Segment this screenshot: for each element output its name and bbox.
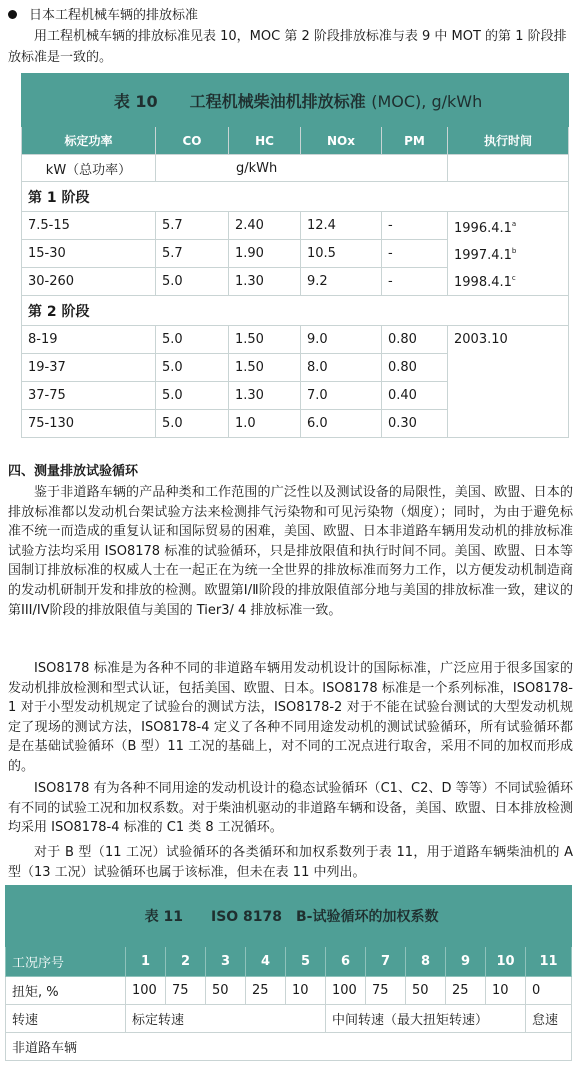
body-paragraph-3: ISO8178 有为各种不同用途的发动机设计的稳态试验循环（C1、C2、D 等等）不同试验循环有不同的试验工况和加权系数。对于柴油机驱动的非道路车辆和设备，美国、欧盟、日本排放检测均采用 ISO8178-4 标准的 C1 类 8 工况循环。 [8,781,573,836]
speed-intermediate: 中间转速（最大扭矩转速） [326,1005,526,1033]
table-11-offroad-row [6,1033,572,1061]
torque-label: 扭矩, % [6,977,126,1005]
stage-2-date: 2003.10 [448,326,569,438]
bullet-heading [8,6,573,26]
table-11-title: 表 11 ISO 8178 B-试验循环的加权系数 [6,886,572,947]
col-header-power: 标定功率 [22,127,156,155]
bullet-heading-text: 日本工程机械车辆的排放标准 [29,8,199,23]
stage-1-dates: 1996.4.1$^a$ 1997.4.1$^b$ 1998.4.1$^c$ [448,212,569,296]
stage-1-row [22,182,569,212]
body-paragraph-4: 对于 B 型（11 工况）试验循环的各类循环和加权系数列于表 11，用于道路车辆柴油机的 A 型（13 工况）试验循环也属于该标准，但未在表 11 中列出。 [8,845,573,880]
table-row: 19-37 5.0 1.50 8.0 0.80 [22,354,569,382]
col-header-nox: NOx [301,127,382,155]
table-11-torque-row: 扭矩, % 100 75 50 25 10 100 75 50 25 10 0 [6,977,572,1005]
stage-2-row [22,296,569,326]
power-unit-cell: kW（总功率） [22,155,156,182]
speed-label: 转速 [6,1005,126,1033]
table-row: 7.5-15 5.7 2.40 12.4 - 1996.4.1$^a$ 1997.4.1$^b$ 1998.4.1$^c$ [22,212,569,240]
body-paragraph-1: 鉴于非道路车辆的产品种类和工作范围的广泛性以及测试设备的局限性，美国、欧盟、日本的排放标准都以发动机台架试验方法来检测排气污染物和可见污染物（烟度）；同时，为由于避免标准不统一而造成的重复认证和国际贸易的困难，美国、欧盟、日本非道路车辆用发动机的排放标准试验方法均采用 ISO8178 标准的试验循环，只是排放限值和执行时间不同。美国、欧盟、日本等国制订排放标准的权威人士在一起正在为统一全世界的排放标准而努力工作，以方便发动机制造商的发动机研制开发和排放的检测。欧盟第Ⅰ/Ⅱ阶段的排放限值部分地与美国的排放标准一致，建议的第III/IV阶段的排放限值与美国的 Tier3/ 4 排放标准一致。 [8,485,573,618]
speed-idle: 怠速 [526,1005,572,1033]
table-row: 30-260 5.0 1.30 9.2 - [22,268,569,296]
table-row: 8-19 5.0 1.50 9.0 0.80 2003.10 [22,326,569,354]
empty-cell [448,155,569,182]
intro-paragraph: 用工程机械车辆的排放标准见表 10，MOC 第 2 阶段排放标准与表 9 中 MOT 的第 1 阶段排放标准是一致的。 [8,29,567,65]
table-row: 15-30 5.7 1.90 10.5 - [22,240,569,268]
table-11-mode-row: 工况序号 1 2 3 4 5 6 7 8 9 10 11 [6,947,572,977]
table-10-unit-row [22,155,569,182]
col-header-co: CO [156,127,229,155]
bullet-dot-icon [8,10,17,19]
table-10-header-row [22,127,569,155]
stage-2-label: 第 2 阶段 [22,296,569,326]
stage-1-label: 第 1 阶段 [22,182,569,212]
table-11-speed-row [6,1005,572,1033]
col-header-date: 执行时间 [448,127,569,155]
col-header-hc: HC [229,127,301,155]
body-paragraph-2: ISO8178 标准是为各种不同的非道路车辆用发动机设计的国际标准，广泛应用于很多国家的发动机排放检测和型式认证，包括美国、欧盟、日本。ISO8178 标准是一个系列标准，ISO8178-1 对于小型发动机规定了试验台的测试方法，ISO8178-2 对于不能在试验台测试的大型发动机规定了现场的测试方法，ISO8178-4 定义了各种不同用途发动机的测试试验循环，所有试验循环都是在基础试验循环（B 型）11 工况的基础上，对不同的工况点进行取舍，采用不同的加权而形成的。 [8,661,573,774]
table-row: 75-130 5.0 1.0 6.0 0.30 [22,410,569,438]
mode-label: 工况序号 [6,947,126,977]
offroad-label: 非道路车辆 [6,1033,572,1061]
col-header-pm: PM [382,127,448,155]
value-unit-cell: g/kWh [156,155,448,182]
table-10 [21,73,569,438]
table-10-title-row [22,74,569,127]
section-heading: 四、测量排放试验循环 [8,464,139,479]
table-11-title-row [6,886,572,947]
speed-rated: 标定转速 [126,1005,326,1033]
table-11 [5,885,572,1061]
table-10-title: 表 10 工程机械柴油机排放标准 (MOC), g/kWh [22,74,569,127]
table-row: 37-75 5.0 1.30 7.0 0.40 [22,382,569,410]
